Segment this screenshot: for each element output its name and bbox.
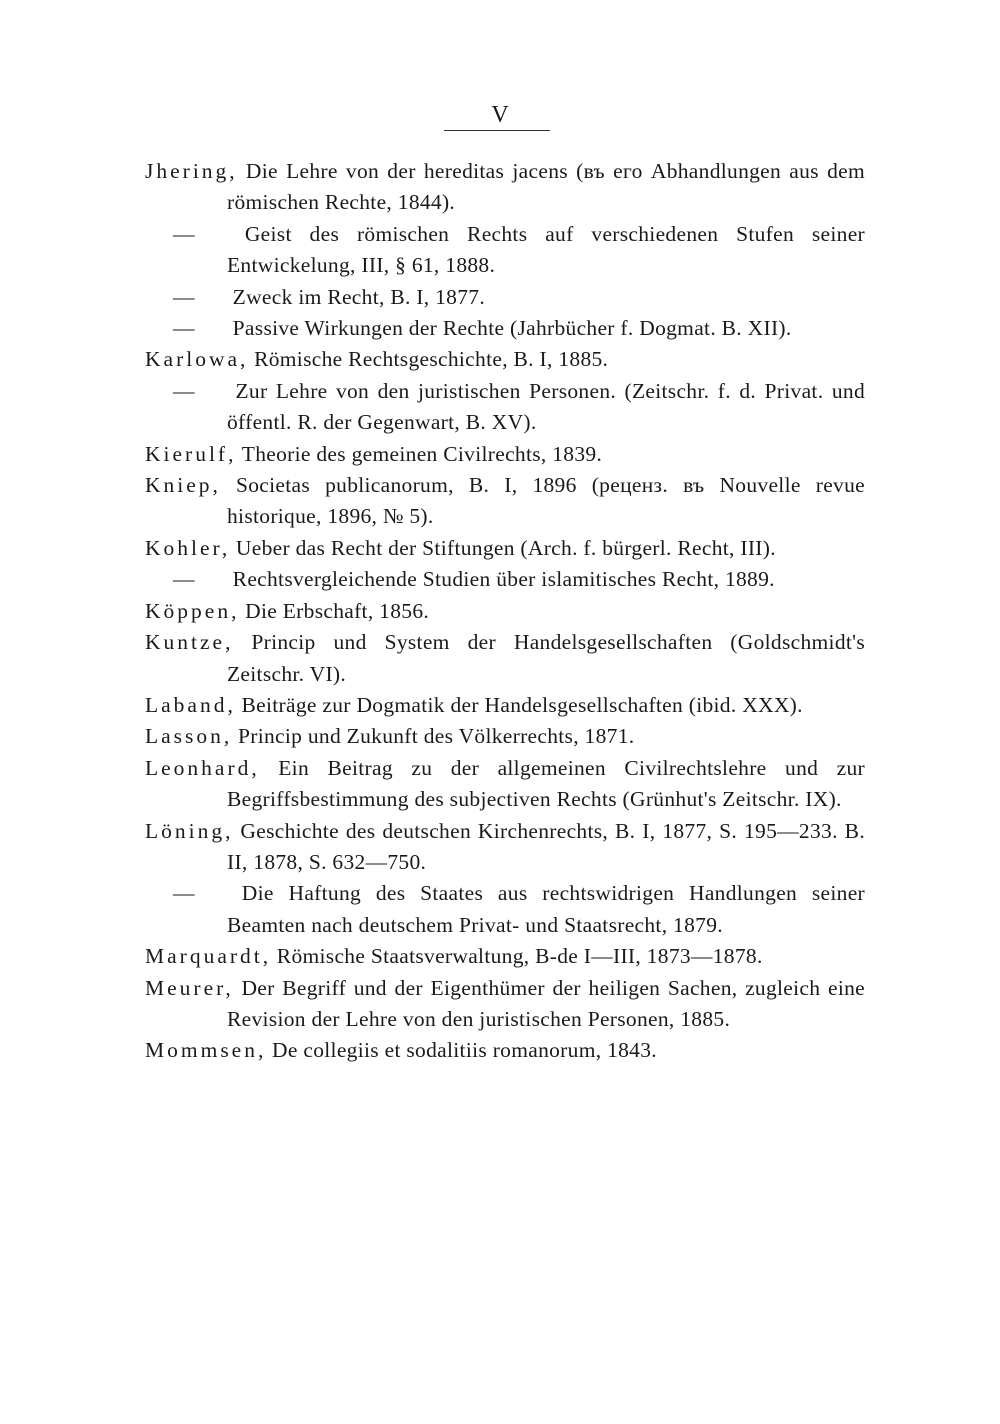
entry-text: Beiträge zur Dogmatik der Handelsgesellschaften (ibid. XXX). — [235, 692, 803, 717]
bibliography-entry — [145, 282, 865, 313]
entry-author: Kierulf, — [145, 441, 237, 466]
bibliography-entry — [145, 1035, 865, 1066]
entry-author: Jhering, — [145, 159, 238, 183]
entry-text: Zweck im Recht, B. I, 1877. — [227, 284, 485, 309]
entry-text: Der Begriff und der Eigenthümer der heiligen Sachen, zugleich eine Revision der Lehre von den juristischen Personen, 1885. — [227, 975, 865, 1031]
bibliography-entry — [145, 376, 865, 439]
bibliography-list — [145, 156, 865, 1067]
bibliography-entry — [145, 344, 865, 375]
bibliography-entry — [145, 816, 865, 879]
bibliography-entry — [145, 596, 865, 627]
entry-author: Kohler, — [145, 535, 231, 560]
entry-author: Lasson, — [145, 724, 233, 749]
entry-text: Geschichte des deutschen Kirchenrechts, B. I, 1877, S. 195—233. B. II, 1878, S. 632—750. — [227, 818, 865, 874]
bibliography-entry — [145, 753, 865, 816]
header-rule — [444, 130, 550, 131]
entry-text: Princip und System der Handelsgesellschaften (Goldschmidt's Zeitschr. VI). — [227, 630, 865, 686]
bibliography-entry — [145, 439, 865, 470]
continuation-dash: — — [173, 284, 195, 309]
entry-text: Die Haftung des Staates aus rechtswidrigen Handlungen seiner Beamten nach deutschem Privat- und Staatsrecht, 1879. — [227, 881, 865, 937]
entry-text: Die Lehre von der hereditas jacens (въ его Abhandlungen aus dem römischen Rechte, 1844). — [227, 159, 865, 215]
entry-text: Rechtsvergleichende Studien über islamitisches Recht, 1889. — [227, 567, 775, 592]
entry-author: Marquardt, — [145, 944, 272, 969]
continuation-dash: — — [173, 221, 195, 246]
entry-text: Geist des römischen Rechts auf verschiedenen Stufen seiner Entwickelung, III, § 61, 1888. — [227, 221, 865, 278]
entry-author: Löning, — [145, 818, 234, 843]
bibliography-entry — [145, 973, 865, 1036]
bibliography-entry — [145, 313, 865, 344]
bibliography-entry — [145, 219, 865, 282]
bibliography-entry — [145, 564, 865, 595]
entry-text: Römische Rechtsgeschichte, B. I, 1885. — [248, 347, 609, 372]
entry-text: Princip und Zukunft des Völkerrechts, 1871. — [232, 724, 635, 749]
entry-author: Kuntze, — [145, 630, 234, 655]
entry-author: Kniep, — [145, 473, 221, 498]
bibliography-entry — [145, 533, 865, 564]
continuation-dash: — — [173, 567, 195, 592]
entry-author: Laband, — [145, 692, 236, 717]
bibliography-entry — [145, 156, 865, 219]
entry-text: Societas publicanorum, B. I, 1896 (реценз. въ Nouvelle revue historique, 1896, № 5). — [220, 473, 865, 529]
continuation-dash: — — [173, 378, 195, 403]
entry-text: De collegiis et sodalitiis romanorum, 1843. — [266, 1038, 657, 1063]
continuation-dash: — — [173, 881, 195, 906]
entry-text: Ein Beitrag zu der allgemeinen Civilrechtslehre und zur Begriffsbestimmung des subjectiven Rechts (Grünhut's Zeitschr. IX). — [227, 755, 865, 812]
entry-author: Karlowa, — [145, 347, 249, 372]
entry-text: Die Erbschaft, 1856. — [239, 598, 430, 623]
entry-text: Theorie des gemeinen Civilrechts, 1839. — [236, 441, 603, 466]
page-number: V — [491, 102, 509, 128]
bibliography-entry — [145, 721, 865, 752]
entry-author: Köppen, — [145, 598, 240, 623]
bibliography-entry — [145, 941, 865, 972]
bibliography-entry — [145, 627, 865, 690]
bibliography-entry — [145, 690, 865, 721]
entry-text: Zur Lehre von den juristischen Personen. (Zeitschr. f. d. Privat. und öffentl. R. der Gegenwart, B. XV). — [227, 378, 865, 435]
entry-author: Meurer, — [145, 975, 234, 1000]
entry-text: Ueber das Recht der Stiftungen (Arch. f. bürgerl. Recht, III). — [230, 535, 776, 560]
entry-author: Leonhard, — [145, 755, 260, 780]
continuation-dash: — — [173, 316, 195, 341]
entry-text: Römische Staatsverwaltung, B-de I—III, 1873—1878. — [271, 944, 763, 969]
entry-author: Mommsen, — [145, 1038, 267, 1063]
bibliography-entry — [145, 878, 865, 941]
bibliography-entry — [145, 470, 865, 533]
entry-text: Passive Wirkungen der Rechte (Jahrbücher f. Dogmat. B. XII). — [227, 316, 792, 341]
